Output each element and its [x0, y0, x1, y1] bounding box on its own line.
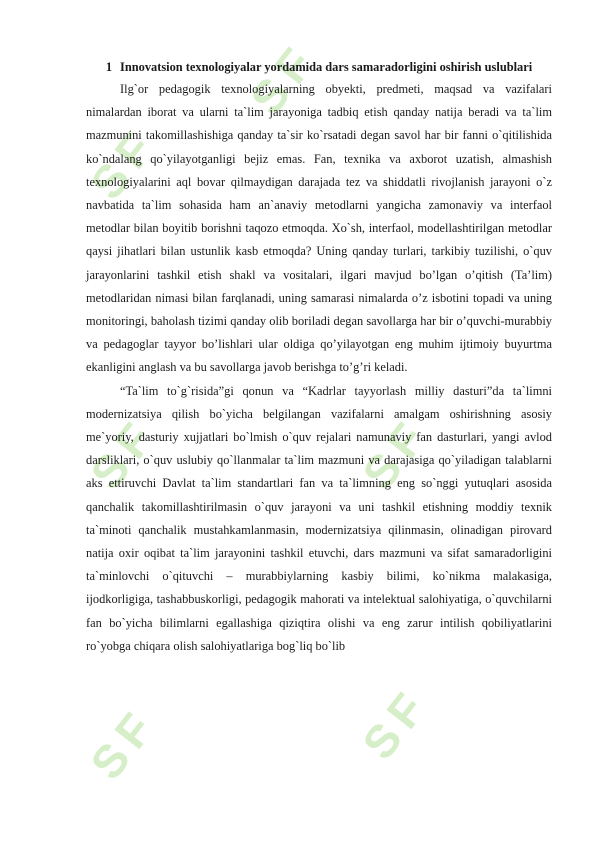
paragraph: “Ta`lim to`g`risida”gi qonun va “Kadrlar tayyorlash milliy dasturi”da ta`limni modernizatsiya qilish bo`yicha belgilangan vazifalarni amalgam oshirishning asosiy me`yoriy, dasturiy xujjatlari bo`lmish o`quv rejalari namunaviy fan dasturlari, yangi avlod darsliklari, o`quv uslubiy qo`llanmalar ta`lim mazmuni va darajasiga qo`yiladigan talablarni aks ettiruvchi Davlat ta`lim standartlari fan va ta`limning eng so`nggi yutuqlari asosida qanchalik takomillashtirilmasin o`quv jarayoni va uni tashkil etishning moddiy texnik ta`minoti qanchalik mustahkamlanmasin, modernizatsiya qilinmasin, olinadigan pirovard natija oxir oqibat ta`lim jarayonini tashkil etuvchi, dars mazmuni va sifat samaradorligini ta`minlovchi o`qituvchi – murabbiylarning kasbiy bilimi, ko`nikma malakasiga, ijodkorligiga, tashabbuskorligi, pedagogik mahorati va intelektual salohiyatiga, o`quvchilarni fan bo`yicha bilimlarni egallashiga qiziqtira olishi va eng zarur intilish qobiliyatlarini ro`yobga chiqara olish salohiyatlariga bog`liq bo`lib: [86, 383, 552, 653]
watermark-logo: S F: [352, 415, 434, 499]
section-number: 1: [105, 60, 113, 74]
watermark-logo: S F: [352, 685, 434, 769]
section-heading: [86, 56, 552, 78]
watermark-logo: S F: [80, 705, 162, 789]
watermark-logo: S F: [80, 125, 162, 209]
document-content: [86, 56, 552, 658]
section-title: Innovatsion texnologiyalar yordamida dars samaradorligini oshirish uslublari: [120, 60, 533, 74]
watermark-logo: S F: [80, 415, 162, 499]
paragraph: Ilg`or pedagogik texnologiyalarning obyekti, predmeti, maqsad va vazifalari nimalardan iborat va ularni ta`lim jarayoniga tadbiq etish qanday natija beradi va ta`lim mazmunini takomillashishiga qanday ta`sir ko`rsatadi degan savol har bir fanni o`qitilishida ko`ndalang qo`yilayotganligi bejiz emas. Fan, texnika va axborot uzatish, almashish texnologiyalarini aql bovar qilmaydigan darajada tez va shiddatli rivojlanish jarayoni o`z navbatida ta`lim sohasida ham an`anaviy metodlarni yangicha zamonaviy va interfaol metodlar bilan boyitib borishni taqozo etmoqda. Xo`sh, interfaol, modellashtirilgan metodlar qaysi jihatlari bilan ustunlik kasb etmoqda? Uning qanday turlari, tarkibiy tuzilishi, o`quv jarayonlarini tashkil etish shakl va vositalari, ilgari mavjud bo’lgan o’qitish (Ta’lim) metodlaridan nimasi bilan farqlanadi, uning samarasi nimalarda o’z isbotini topadi va uning monitoringi, baholash tizimi qanday olib boriladi degan savollarga har bir o’quvchi-murabbiy va pedagoglar tayyor bo’lishlari ular oldiga qo’yilayotgan eng muhim ijtimoiy buyurtma ekanligini anglash va bu savollarga javob berishga to’g’ri keladi.: [86, 82, 552, 375]
watermark-logo: S F: [240, 40, 322, 124]
